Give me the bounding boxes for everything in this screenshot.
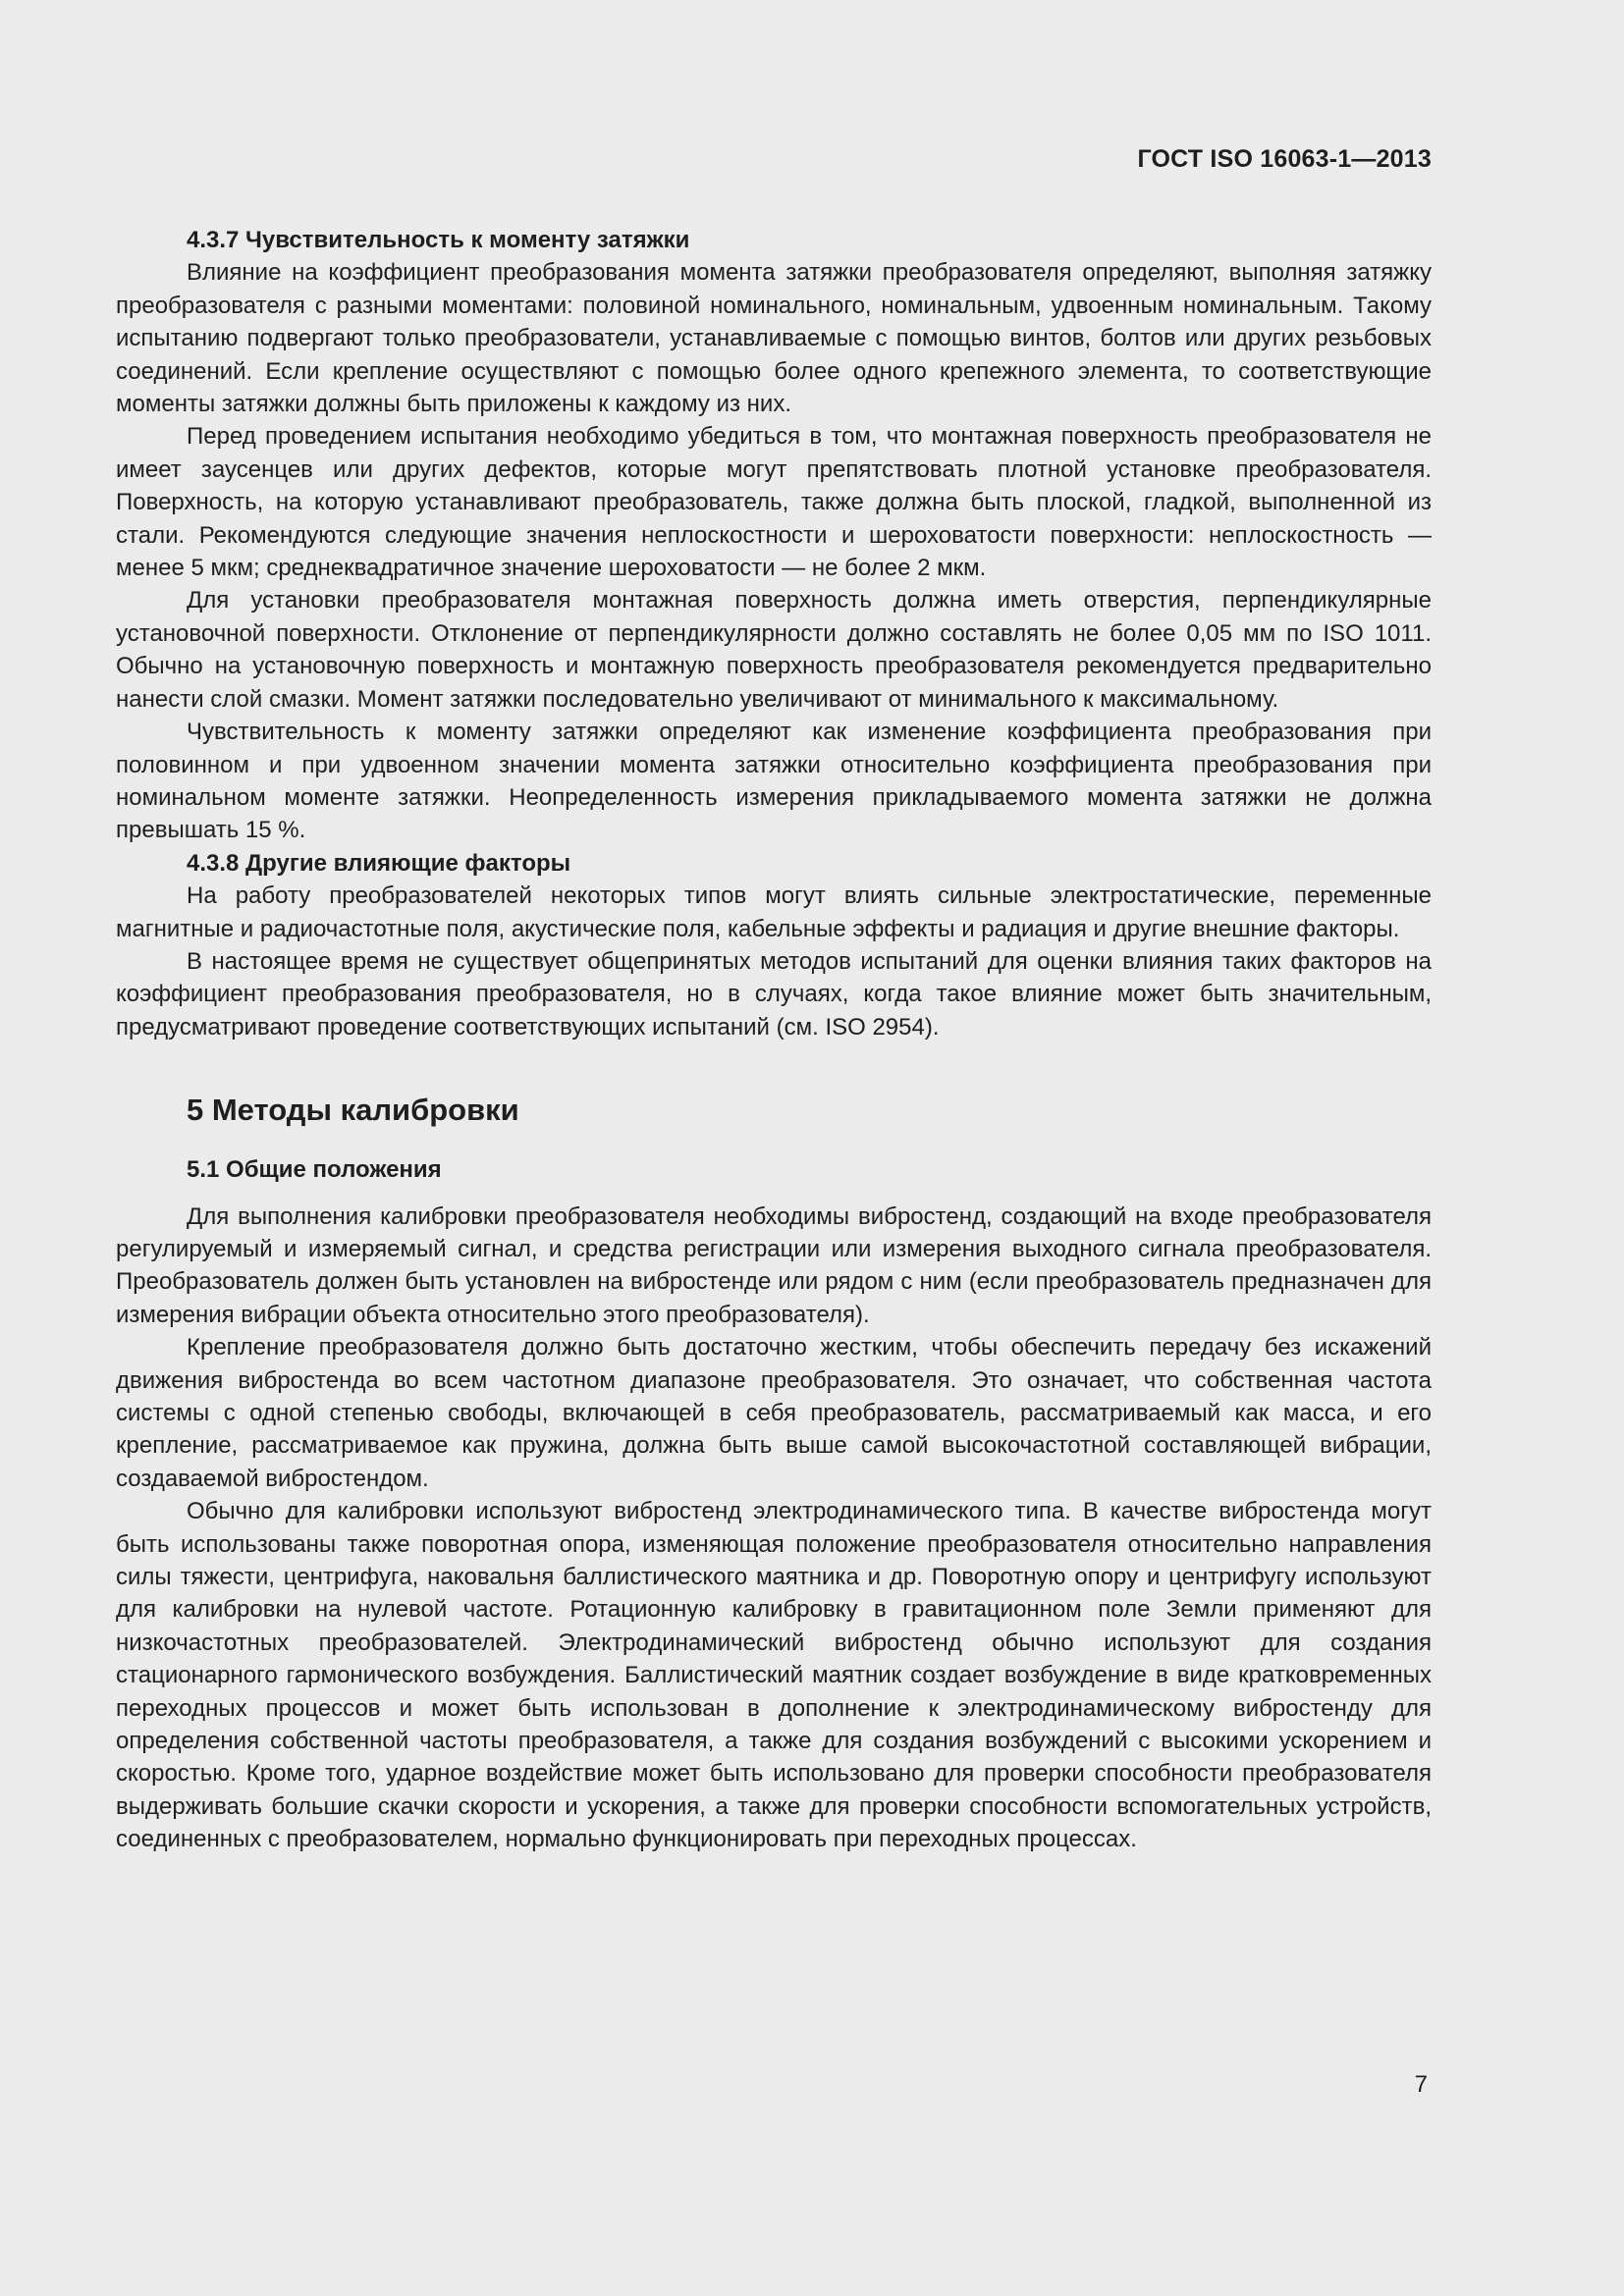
paragraph: В настоящее время не существует общепринятых методов испытаний для оценки влияния таких факторов на коэффициент преобразования преобразователя, но в случаях, когда такое влияние может быть значительным, предусматривают проведение соответствующих испытаний (см. ISO 2954).: [116, 947, 1432, 1041]
subsection-heading-4-3-7: 4.3.7 Чувствительность к моменту затяжки: [187, 227, 690, 253]
subsection-heading-5-1: 5.1 Общие положения: [187, 1156, 442, 1184]
paragraph: Чувствительность к моменту затяжки определяют как изменение коэффициента преобразования при половинном и при удвоенном значении момента затяжки относительно коэффициента преобразования при номинальном моменте затяжки. Неопределенность измерения прикладываемого момента затяжки не должна превышать 15 %.: [116, 719, 1432, 844]
paragraph: Для установки преобразователя монтажная поверхность должна иметь отверстия, перпендикулярные установочной поверхности. Отклонение от перпендикулярности должно составлять не более 0,05 мм по ISO 1011. Обычно на установочную поверхность и монтажную поверхность преобразователя рекомендуется предварительно нанести слой смазки. Момент затяжки последовательно увеличивают от минимального к максимальному.: [116, 587, 1432, 713]
paragraph: Обычно для калибровки используют вибростенд электродинамического типа. В качестве вибростенда могут быть использованы также поворотная опора, изменяющая положение преобразователя относительно направления силы тяжести, центрифуга, наковальня баллистического маятника и др. Поворотную опору и центрифугу используют для калибровки на нулевой частоте. Ротационную калибровку в гравитационном поле Земли применяют для низкочастотных преобразователей. Электродинамический вибростенд обычно используют для создания стационарного гармонического возбуждения. Баллистический маятник создает возбуждение в виде кратковременных переходных процессов и может быть использован в дополнение к электродинамическому вибростенду для определения собственной частоты преобразователя, а также для создания возбуждений с высокими ускорением и скоростью. Кроме того, ударное воздействие может быть использовано для проверки способности преобразователя выдерживать большие скачки скорости и ускорения, а также для проверки способности вспомогательных устройств, соединенных с преобразователем, нормально функционировать при переходных процессах.: [116, 1498, 1432, 1853]
document-body: [116, 224, 1432, 1856]
section-heading-5: 5 Методы калибровки: [187, 1093, 519, 1128]
page-number: 7: [1414, 2071, 1428, 2098]
document-header-id: ГОСТ ISO 16063-1—2013: [1137, 145, 1432, 173]
subsection-heading-4-3-8: 4.3.8 Другие влияющие факторы: [187, 849, 571, 877]
paragraph: На работу преобразователей некоторых типов могут влиять сильные электростатические, переменные магнитные и радиочастотные поля, акустические поля, кабельные эффекты и радиация и другие внешние факторы.: [116, 882, 1432, 942]
paragraph: Крепление преобразователя должно быть достаточно жестким, чтобы обеспечить передачу без искажений движения вибростенда во всем частотном диапазоне преобразователя. Это означает, что собственная частота системы с одной степенью свободы, включающей в себя преобразователь, рассматриваемый как масса, и его крепление, рассматриваемое как пружина, должна быть выше самой высокочастотной составляющей вибрации, создаваемой вибростендом.: [116, 1334, 1432, 1492]
paragraph: Влияние на коэффициент преобразования момента затяжки преобразователя определяют, выполняя затяжку преобразователя с разными моментами: половиной номинального, номинальным, удвоенным номинальным. Такому испытанию подвергают только преобразователи, устанавливаемые с помощью винтов, болтов или других резьбовых соединений. Если крепление осуществляют с помощью более одного крепежного элемента, то соответствующие моменты затяжки должны быть приложены к каждому из них.: [116, 259, 1432, 418]
paragraph: Для выполнения калибровки преобразователя необходимы вибростенд, создающий на входе преобразователя регулируемый и измеряемый сигнал, и средства регистрации или измерения выходного сигнала преобразователя. Преобразователь должен быть установлен на вибростенде или рядом с ним (если преобразователь предназначен для измерения вибрации объекта относительно этого преобразователя).: [116, 1202, 1432, 1328]
paragraph: Перед проведением испытания необходимо убедиться в том, что монтажная поверхность преобразователя не имеет заусенцев или других дефектов, которые могут препятствовать плотной установке преобразователя. Поверхность, на которую устанавливают преобразователь, также должна быть плоской, гладкой, выполненной из стали. Рекомендуются следующие значения неплоскостности и шероховатости поверхности: неплоскостность — менее 5 мкм; среднеквадратичное значение шероховатости — не более 2 мкм.: [116, 423, 1432, 582]
